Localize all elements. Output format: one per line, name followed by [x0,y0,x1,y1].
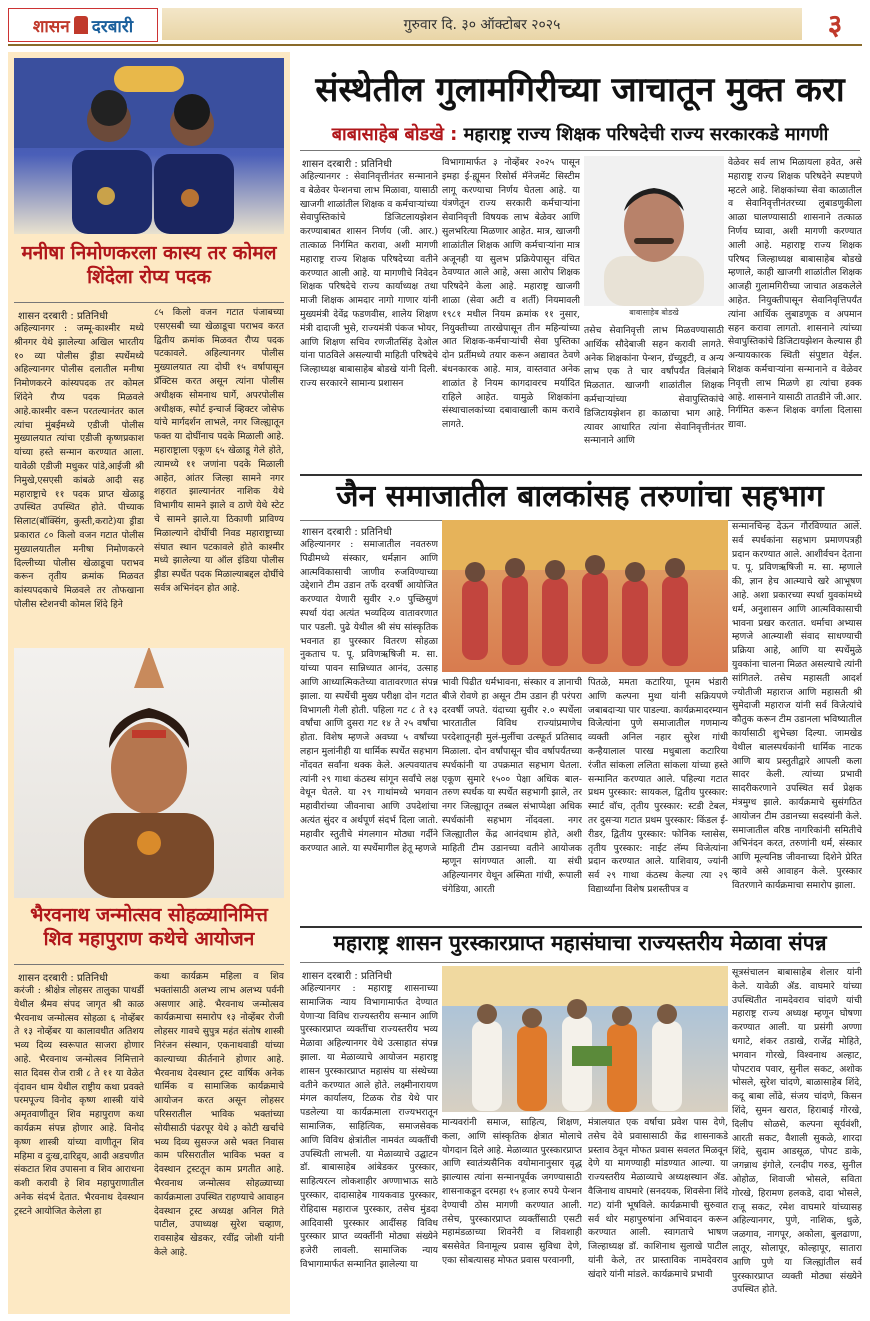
logo-word-1: शासन [32,16,70,37]
story-column: मान्यवरांनी समाज, साहित्य, शिक्षण, कला, आणि सांस्कृतिक क्षेत्रात मोलाचे योगदान दिले आहे. मेळाव्यात पुरस्कारप्राप्त आणि स्वातंत्र्यसैनिक वयोमानानुसार वृद्ध झाल्यास त्यांना सन्मानपूर्वक जगण्यासाठी शासनाकडून दरमहा १५ हजार रुपये पेन्शन देण्याची ठोस मागणी करण्यात आली. तसेच, पुरस्कारप्राप्त व्यक्तींसाठी एसटी महामंडळाच्या शिवनेरी व शिवशाही बससेवेत विनामूल्य प्रवास सुविधा देणे, एका सोबत्यासह मोफत प्रवास परवानगी, [442,1117,582,1266]
story-headline: जैन समाजातील बालकांसह तरुणांचा सहभाग [336,479,824,514]
divider [300,150,860,151]
athletes-illustration [14,58,284,234]
story-column: मंत्रालयात एक वर्षाचा प्रवेश पास देणे, तसेच देवे प्रवासासाठी केंद्र शासनाकडे प्रस्ताव ठेवून मोफत प्रवास सवलत मिळवून देणे या मागण्याही मांडण्यात आल्या. या राज्यस्तरीय मेळाव्याचे अध्यक्षस्थान ॲड. वैजिनाथ वाघमारे (सनदयक, शिवसेना शिंदे गट) यांनी भूषविले. कार्यक्रमाची सुरुवात सर्व थोर महापुरुषांना अभिवादन करून करण्यात आली. स्वागताचे भाषण जिल्हाध्यक्ष डॉ. काशिनाथ सुलाखे पाटील यांनी केले, तर प्रास्ताविक नामदेवराव खंदारे यांनी मांडले. कार्यक्रमाचे प्रभावी [588,1117,728,1280]
page-number: ३ [827,8,843,41]
dateline: गुरुवार दि. ३० ऑक्टोबर २०२५ [162,8,802,40]
divider [14,964,284,965]
award-photo [442,966,728,1112]
story-headline: मनीषा निमोणकरला कास्य तर कोमल शिंदेला रोप्य पदक [21,242,277,288]
portrait-illustration [584,156,724,306]
subhead-name: बाबासाहेब बोडखे : [331,124,458,145]
byline: शासन दरबारी : प्रतिनिधी [302,527,392,538]
newspaper-logo [8,8,158,42]
story-headline: संस्थेतील गुलामगिरीच्या जाचातून मुक्त करा [315,70,845,110]
story-column: वेळेवर सर्व लाभ मिळायला हवेत, असे महाराष्ट्र राज्य शिक्षक परिषदेने स्पष्टपणे म्हटले आहे. शिक्षकांच्या सेवा काळातील व सेवानिवृत्तीनंतरच्या लुबाडणुकीला आळा घालण्यासाठी शासनाने तत्काळ निर्णय घ्यावा, अशी मागणी करण्यात आली आहे. महाराष्ट्र राज्य शिक्षक परिषद जिल्हाध्यक्ष बाबासाहेब बोडखे म्हणाले, काही खाजगी शाळांतील शिक्षक आजही गुलामगिरीच्या जाचात अडकलेले आहेत. नियुक्तीपासून सेवानिवृत्तिपर्यंत त्यांना आर्थिक लुबाडणूक व अपमान सहन करावा लागतो. शासनाने त्यांच्या सेवापुस्तिकांचे डिजिटायझेशन केल्यास ही अन्यायकारक स्थिती संपुष्टात येईल. शिक्षक कर्मचाऱ्यांना सन्मानाने व वेळेवर निवृत्ती लाभ मिळणे हा त्यांचा हक्क आहे. शासनाने यासाठी तातडीने जी.आर. निर्गमित करून शिक्षक वर्गाला दिलासा द्यावा. [728,157,862,431]
left-column [8,52,290,1314]
story-column: भावी पिढीत धर्मभावना, संस्कार व ज्ञानाची बीजे रोवणे हा असून टीम उडान ही परंपरा दरवर्षी जपते. यंदाच्या सुवीर २.० स्पर्धेला भारतातील विविध राज्यांप्रमाणेच परदेशातूनही मुलं-मुलींचा उत्स्फूर्त प्रतिसाद मिळाला. दोन वर्षांपासून चीव वर्षापर्यंतच्या स्पर्धकांनी या उपक्रमात सहभाग घेतला. एकूण सुमारे १५०० पेक्षा अधिक बाल-तरुण स्पर्धक या स्पर्धेत सहभागी झाले, तर नगर जिल्ह्यातून तब्बल संभाप्पेक्षा अधिक स्पर्धकांनी सहभाग नोंदवला. नगर जिल्ह्यातील केंद्र आनंदधाम होते, अशी माहिती टीम उडानच्या वतीने आयोजक म्हणून सांगण्यात आली. या संधी अहिल्यानगर येथून अस्मिता गांधी, रूपाली चंगेडिया, आरती [442,677,582,895]
page-header [8,6,862,46]
story-column: अहिल्यानगर : जम्मू-काश्मीर मध्ये श्रीनगर येथे झालेल्या अखिल भारतीय १० व्या पोलीस ड्रीडा स्पर्धेमध्ये अहिल्यानगर पोलीस दलातील मनीषा निमोणकरने कांस्यपदक तर कोमल शिंदेने रौप्य पदक मिळवले आहे.काश्मीर वरून परतल्यानंतर काल त्यांचा मुंबईमध्ये एडीजी पोलीस मुख्यालयात त्यांचा एडीजी कृष्णप्रकाश यांच्या हस्ते सन्मान करण्यात आला. यावेळी एडीजी मधुकर पांडे,आईजी श्री निमुखे,एसएसी कांबळे आदी सह महाराष्ट्राचे ११ पदक प्राप्त खेळाडू उपस्थित उपस्थित होते. पीच्याक सिलाट(बॉक्सिंग, कुस्ती,कराटे)या ड्रीडा प्रकारात ८० किलो वजन गटात पोलीस मुख्यालयातील मनीषा निमोणकरने दिल्लीच्या पोलीस खेळाडूचा पराभव करून तृतीय क्रमांक मिळवत कांस्यपदकाचे मिळवले तर तोफखाना पोलीस स्टेशनची कोमल शिंदे हिने [14,323,144,610]
award-illustration [442,966,728,1112]
logo-word-2: दरबारी [91,16,134,37]
story-column: विभागामार्फत ३ नोव्हेंबर २०२५ पासून इमहा ई-ह्यूमन रिसोर्स मॅनेजमेंट सिस्टीम लागू करण्याचा निर्णय घेतला आहे. या यंत्रणेतून राज्य सरकारी कर्मचाऱ्यांना सेवानिवृत्ती विषयक लाभ बेळेवर आणि सुलभरित्या मिळणार आहेत. मात्र, खाजगी शाळांतील शिक्षक आणि कर्मचाऱ्यांना मात्र अजूनही या सुलभ प्रक्रियेपासून वंचित ठेवण्यात आले आहे, असा आरोप शिक्षक परिषदेने केला आहे. महाराष्ट्र खाजगी शाळा (सेवा अटी व शर्ती) नियमावली १९८१ मधील नियम क्रमांक ११ नुसार, नियुक्तीच्या तारखेपासून तीन महिन्यांच्या आत शिक्षक-कर्मचाऱ्यांची सेवा पुस्तिका दोन प्रतींमध्ये तयार करून अद्यावत ठेवणे बंधनकारक आहे. मात्र, वास्तवात अनेक शाळांत हे नियम कागदावरच मर्यादित राहिले आहेत. यामुळे शिक्षकांना संस्थाचालकांच्या दबावाखाली काम करावे लागते. [442,157,580,431]
portrait-photo [584,156,724,306]
story-column: ८५ किलो वजन गटात पंजाबच्या एसएसबी च्या खेळाडूचा पराभव करत द्वितीय क्रमांक मिळवत रौप्य पदक पटकावले. अहिल्यानगर पोलीस मुख्यालयात त्या दोघी १५ वर्षापासून प्रॅक्टिस करत असून त्यांना पोलीस अधीक्षक सोमनाथ घार्गे, अपरपोलीस अधीक्षक, स्पोर्ट इन्चार्ज व्हिक्टर जोसेफ यांचे मार्गदर्शन लाभले, नगर जिल्ह्यातून फक्त या दोघींनाच पदके मिळाली आहे. महाराष्ट्राला एकूण ६५ खेळाडू गेले होते, त्यामध्ये ११ जणांना पदके मिळाली आहेत, आंतर जिल्हा सामने नगर शहरात झाल्यानंतर नाशिक येथे विभागीय सामने झाले व ठाणे येथे स्टेट चे सामने झाले.या ठिकाणी प्राविण्य मिळाल्याने दोघींची निवड महाराष्ट्राच्या संघात स्थान पटकावले होते काश्मीर मध्ये झालेल्या या ऑल इंडिया पोलीस ड्रीडा स्पर्धेत पदक मिळाल्याबद्दल दोघींचे सर्वत्र अभिनंदन होत आहे. [154,307,284,594]
athletes-photo [14,58,284,234]
byline: शासन दरबारी : प्रतिनिधी [18,311,108,322]
story-column: पितळे, ममता कटारिया, पूनम भंडारी आणि कल्पना मुथा यांनी सक्रियपणे जबाबदाऱ्या पार पाडल्या. कार्यक्रमादरम्यान विजेत्यांना पुणे समाजातील गणमान्य व्यक्ती अनिल नहार सुरेश गांधी कन्हैयालाल पारख मधुबाला कटारिया रंजीत सांकला ललिता सांकला यांच्या हस्ते सन्मानित करण्यात आले. पहिल्या गटात प्रथम पुरस्कार: सायकल, द्वितीय पुरस्कार: स्मार्ट वॉच, तृतीय पुरस्कार: स्टडी टेबल, तर दुसऱ्या गटात प्रथम पुरस्कार: किंडल ई-रीडर, द्वितीय पुरस्कार: फोनिक ग्लासेस, तृतीय पुरस्कार: नाईट लॅम्प विजेत्यांना प्रदान करण्यात आले. याशिवाय, ज्यांनी सर्व २९ गाथा कंठस्थ केल्या त्या २९ विद्यार्थ्यांना विशेष प्रशस्तीपत्र व [588,677,728,895]
photo-caption: बाबासाहेब बोडखे [629,308,679,317]
emblem-icon [74,16,88,34]
byline: शासन दरबारी : प्रतिनिधी [302,159,392,170]
story-headline: महाराष्ट्र शासन पुरस्कारप्राप्त महासंघाचा राज्यस्तरीय मेळावा संपन्न [333,931,827,955]
story-column: कथा कार्यक्रम महिला व शिव भक्तांसाठी अलभ्य लाभ अलभ्य पर्वनी असणार आहे. भैरवनाथ जन्मोत्सव कार्यक्रमाचा समारोप १३ नोव्हेंबर रोजी लोहसर गावचे सुपुत्र महंत संतोष शास्त्री निरंजन संस्थान, एकनाथवाडी यांच्या काल्याच्या कीर्तनाने होणार आहे. भैरवनाथ देवस्थान ट्रस्ट वार्षिक अनेक धार्मिक व सामाजिक कार्यक्रमाचे आयोजन करत असून लोहसर परिसरातील भाविक भक्तांच्या सोयीसाठी पंढरपूर येथे ३ कोटी खर्चाचे भव्य दिव्य सुसज्ज असे भक्त निवास काम परिसरातील भाविक भक्त व देवस्थान ट्रस्टतून काम प्रगतीत आहे. भैरवनाथ जन्मोत्सव सोहळ्याच्या कार्यक्रमाला उपस्थित राहण्याचे आवाहन देवस्थान ट्रस्ट अध्यक्ष अनिल गिते पाटील, उपाध्यक्ष सुरेश चव्हाण, रावसाहेब खेडकर, रवींद्र जोशी यांनी केले आहे. [154,971,284,1258]
story-column: अहिल्यानगर : महाराष्ट्र शासनाच्या सामाजिक न्याय विभागामार्फत देण्यात येणाऱ्या विविध राज्यस्तरीय सन्मान आणि पुरस्कारप्राप्त व्यक्तींचा राज्यस्तरीय भव्य मेळावा अहिल्यानगर येथे उत्साहात संपन्न झाला. या मेळाव्याचे आयोजन महाराष्ट्र शासन पुरस्कारप्राप्त महासंघ या संस्थेच्या वतीने करण्यात आले होते. लक्ष्मीनारायण मंगल कार्यालय, टिळक रोड येथे पार पडलेल्या या कार्यक्रमाला राज्यभरातून सामाजिक, साहित्यिक, समाजसेवक आणि विविध क्षेत्रांतील नामवंत व्यक्तींची उपस्थिती लाभली. या मेळाव्याचे उद्घाटन डॉ. बाबासाहेब आंबेडकर पुरस्कार, साहित्यरत्न लोकशाहीर अण्णाभाऊ साठे पुरस्कार, दादासाहेब गायकवाड पुरस्कार, रोहिदास महाराज पुरस्कार, तसेच मुंडदा आदिवासी पुरस्कार आदींसह विविध पुरस्कार प्राप्त व्यक्तींनी मोठ्या संख्येने हजेरी लावली. सामाजिक न्याय विभागामार्फत सन्मानित झालेल्या या [300,983,438,1270]
section-divider [300,926,862,928]
event-illustration [442,520,728,672]
story-column: सन्मानचिन्ह देऊन गौरविण्यात आले. सर्व स्पर्धकांना सहभाग प्रमाणपत्रही प्रदान करण्यात आले. आशीर्वचन देताना प. पू. प्रविणऋषिजी म. सा. म्हणाले की, ज्ञान हेच आत्म्याचे खरे आभूषण आहे. अशा प्रकारच्या स्पर्धा युवकांमध्ये धर्म, अनुशासन आणि आत्मविकासाची भावना प्रखर करतात. धर्माचा अभ्यास म्हणजे आत्म्याशी संवाद साधण्याची प्रक्रिया आहे, आणि या स्पर्धेमुळे युवकांना चालना मिळत असल्याचे त्यांनी सांगितले. तसेच महासती आदर्श ज्योतीजी महाराज आणि महासती श्री सुमेदाजी महाराज यांनी सर्व विजेत्यांचे कौतुक करून टीम उडानला भविष्यातील कार्यासाठी शुभेच्छा दिल्या. जामखेड येथील बालस्पर्धकांनी धार्मिक नाटक आणि बाय प्रस्तुतीद्वारे आपली कला सादर केली. त्यांच्या प्रभावी सादरीकरणाने उपस्थित सर्व प्रेक्षक मंत्रमुग्ध झाले. कार्यक्रमाचे सुसंगठित आयोजन टीम उडानच्या सदस्यांनी केले. समाजातील वरिष्ठ नागरिकांनी समितीचे अभिनंदन करत, तरुणांनी धर्म, संस्कार आणि मूल्यनिष्ठ जीवनाच्या दिशेने प्रेरित व्हावे असे आवाहन केले. पुरस्कार वितरणाने कार्यक्रमाचा समारोप झाला. [732,521,862,891]
story-column: करंजी : श्रीक्षेत्र लोहसर तालुका पाथर्डी येथील श्रैमव संपद जागृत श्री काळ भैरवनाथ जन्मोत्सव सोहळा ६ नोव्हेंबर ते १३ नोव्हेंबर या कालावधीत अतिशय भव्य दिव्य स्वरूपात साजरा होणार आहे. भैरवनाथ जन्मोत्सव निमित्ताने सात दिवस रोज रात्री ८ ते ११ या वेळेत वृंदावन धाम येथील राष्ट्रीय कथा प्रवक्ते परमपूज्य विनोद कृष्ण शास्त्री यांचे अमृतवाणीतून शिव महापुराण कथा कार्यक्रम संपन्न होणार आहे. विनोद कृष्ण शास्त्री यांच्या वाणीतून शिव महिमा व दुःख,दारिद्र्य, आदी अडचणीत संकटात शिव उपासना व शिव आराधना कशी करावी हे शिव महापुराणातील अनेक संदर्भ देतात. भैरवनाथ देवस्थान ट्रस्टने आयोजित केलेला हा [14,985,144,1217]
story-column: तसेच सेवानिवृत्ती लाभ मिळवण्यासाठी आर्थिक सौदेबाजी सहन करावी लागते. अनेक शिक्षकांना पेन्शन, ग्रॅच्युइटी, व अन्य लाभ एक ते चार वर्षांपर्यंत विलंबाने मिळतात. खाजगी शाळांतील शिक्षक कर्मचाऱ्यांच्या सेवापुस्तिकांचे डिजिटायझेशन हा काळाचा भाग आहे. त्यावर आधारित त्यांना सेवानिवृत्तीनंतर सन्मानाने आणि [584,325,724,447]
divider [300,962,860,963]
byline: शासन दरबारी : प्रतिनिधी [18,973,108,984]
story-column: सूत्रसंचालन बाबासाहेब शेलार यांनी केले. यावेळी ॲड. वाघमारे यांच्या उपस्थितीत नामदेवराव चांदणे यांची महाराष्ट्र राज्य अध्यक्ष म्हणून घोषणा करण्यात आली. या प्रसंगी अण्णा धगाटे, शंकर तडाखे, राजेंद्र मोहिते, भगवान गोरखे, विश्वनाथ अल्हाट, पोपटराव पवार, सुनील सकट, अशोक भोसले, सुरेश चांदणे, बाळासाहेब शिंदे, कदू बाबा लोंढे, संजय चांदणे, किसन शिंदे, सुमन खरात, हिराबाई गोरखे, दिलीप सोळसे, कल्पना सूर्यवंशी, आरती सकट, वैशाली सुकळे, शारदा शिंदे, सुदाम आडसूळ, पोपट डाके, जगन्नाथ इंगोले, रत्नदीप गरुड, सुनील ओहोळ, शिवाजी भोसले, सविता गोरखे, हिरामण हलकडे, दादा भोसले, राजू सकट, रमेश वाघमारे यांच्यासह अहिल्यानगर, पुणे, नाशिक, धुळे, जळगाव, नागपूर, अकोला, बुलढाणा, लातूर, सोलापूर, कोल्हापूर, सातारा आणि पुणे या जिल्ह्यांतील सर्व पुरस्कारप्राप्त व्यक्ती मोठ्या संख्येने उपस्थित होते. [732,967,862,1296]
devotee-illustration [14,648,284,898]
event-photo [442,520,728,672]
section-divider [300,474,862,476]
bhairavnath-photo [14,648,284,898]
byline: शासन दरबारी : प्रतिनिधी [302,971,392,982]
story-column: अहिल्यानगर : समाजातील नवतरुण पिढीमध्ये संस्कार, धर्मज्ञान आणि आत्मविकासाची जाणीव रुजविण्याच्या उद्देशाने टीम उडान तर्फे दरवर्षी आयोजित करण्यात येणारी सुवीर २.० पुच्छिसुणं स्पर्धा यंदा अत्यंत भव्यदिव्य वातावरणात पार पडली. पुढे येथील श्री संघ सांस्कृतिक भवनात हा पुरस्कार वितरण सोहळा नुकताच प. पू. प्रविणऋषिजी म. सा. यांच्या पावन सान्निध्यात आनंद, उत्साह आणि आध्यात्मिकतेच्या वातावरणात संपन्न झाला. या स्पर्धेची मुख्य परीक्षा दोन गटात विभागली गेली होती. पहिला गट ८ ते १३ वर्षांचा आणि दुसरा गट १४ ते २५ वर्षांचा होता. विशेष म्हणजे अवघ्या ५ वर्षांच्या लहान मुलांनीही या धार्मिक स्पर्धेत सहभाग नोंदवत सर्वांना थक्क केले. अल्पवयातच त्यांनी २९ गाथा कंठस्थ सांगून सर्वांचे लक्ष वेधून घेतले. या २९ गाथांमध्ये भगवान महावीरांच्या जीवनाचा आणि उपदेशांचा अत्यंत सुंदर व अर्थपूर्ण संदर्भ दिला जातो. महावीर स्तुतीचे मंगलगान मोठ्या गर्दीने करण्यात आले. या स्पर्धेमागील हेतू म्हणजे [300,539,438,854]
subhead-text: महाराष्ट्र राज्य शिक्षक परिषदेची राज्य सरकारकडे मागणी [463,124,829,145]
divider [14,302,284,303]
story-column: अहिल्यानगर : सेवानिवृत्तीनंतर सन्मानाने व बेळेवर पेन्शनचा लाभ मिळावा, यासाठी खाजगी शाळांतील शिक्षक व कर्मचाऱ्यांच्या सेवापुस्तिकांचे डिजिटलायझेशन करण्याबाबत शासन निर्णय (जी. आर.) तात्काळ निर्गमित करावा, अशी मागणी महाराष्ट्र राज्य शिक्षक परिषदेच्या वतीने करण्यात आली आहे. या मागणीचे निवेदन शिक्षक परिषदेचे राज्य कार्याध्यक्ष तथा माजी शिक्षक आमदार नागो गाणार यांनी मुख्यमंत्री देवेंद्र फडणवीस, शालेय शिक्षण मंत्री दादाजी भुसे, राज्यमंत्री पंकज भोयर, आणि शिक्षण सचिव रणजीतसिंह देओल यांना पाठविले असल्याची माहिती परिषदेचे जिल्हाध्यक्ष बाबासाहेब बोडखे यांनी दिली. राज्य सरकारने सामान्य प्रशासन [300,171,438,389]
story-headline: भैरवनाथ जन्मोत्सव सोहळ्यानिमित्त शिव महापुराण कथेचे आयोजन [30,904,268,950]
story-subheadline [300,124,860,146]
